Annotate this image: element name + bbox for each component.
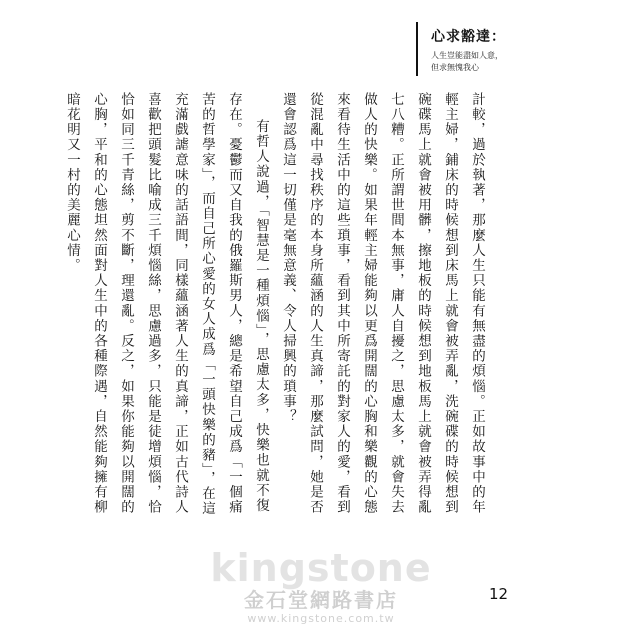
kingstone-watermark bbox=[186, 548, 456, 626]
paragraph-2: 有哲人說過，「智慧是一種煩惱」，思慮太多，快樂也就不復存在。憂鬱而又自我的俄羅斯男人，總是希望自己成爲「一個痛苦的哲學家」，而自己所心愛的女人成爲「一頭快樂的豬」，在這充滿戲謔意味的話語間，同樣蘊涵著人生的真諦，正如古代詩人喜歡把頭髮比喻成三千煩惱絲，思慮過多，只能是徒增煩惱，恰恰如同三千青絲，剪不斷，理還亂。反之，如果你能夠以開闊的心胸，平和的心態坦然面對人生中的各種際遇，自然能夠擁有柳暗花明又一村的美麗心情。 bbox=[64, 92, 269, 517]
watermark-chinese-name: 金石堂網路書店 bbox=[244, 588, 398, 612]
header-divider bbox=[416, 22, 418, 76]
chapter-header bbox=[431, 26, 506, 74]
watermark-url: www.kingstone.com.tw bbox=[247, 612, 395, 625]
watermark-logo-text: kingstone bbox=[210, 546, 432, 590]
chapter-subtitle-line-2: 但求無愧我心 bbox=[431, 63, 479, 72]
paragraph-1: 計較，過於執著，那麼人生只能有無盡的煩惱。正如故事中的年輕主婦，鋪床的時候想到床馬上就會被弄亂，洗碗碟的時候想到碗碟馬上就會被用髒，擦地板的時候想到地板馬上就會被弄得亂七八糟。正所謂世間本無事，庸人自擾之，思慮太多，就會失去做人的快樂。如果年輕主婦能夠以更爲開闊的心胸和樂觀的心態來看待生活中的這些瑣事，看到其中所寄託的對家人的愛，看到從混亂中尋找秩序的本身所蘊涵的人生真諦，那麼試問，她是否還會認爲這一切僅是毫無意義、令人掃興的瑣事？ bbox=[280, 92, 485, 515]
vertical-body-text bbox=[58, 92, 490, 522]
chapter-subtitle-line-1: 人生豈能盡如人意， bbox=[431, 51, 503, 60]
chapter-title: 心求豁達： bbox=[431, 29, 506, 45]
page-number: 12 bbox=[489, 585, 509, 603]
